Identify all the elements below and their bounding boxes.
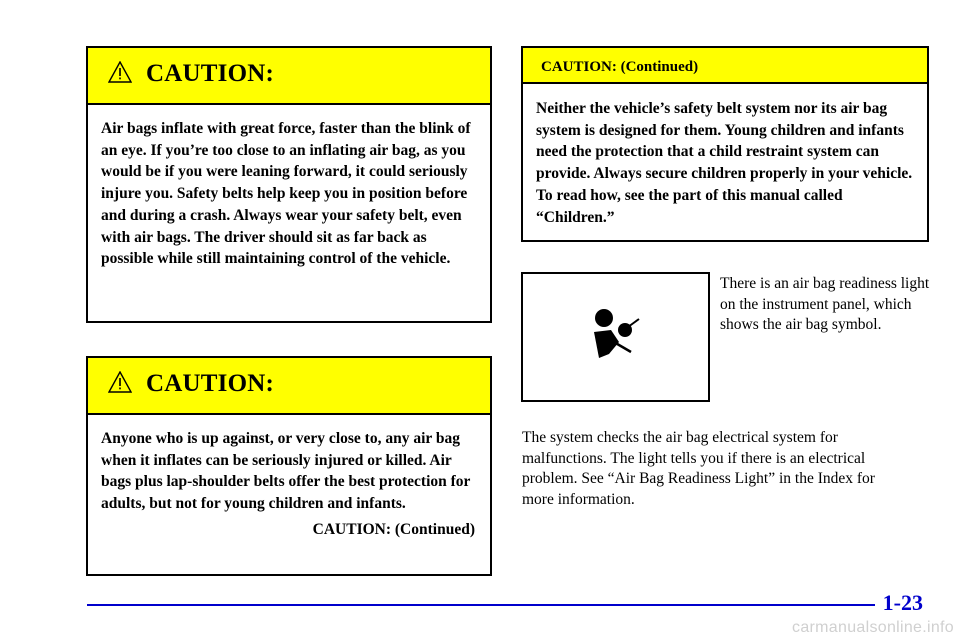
air-bag-symbol-figure xyxy=(521,272,710,402)
air-bag-symbol-icon xyxy=(587,306,647,366)
caution-body-text: Neither the vehicle’s safety belt system nor its air bag system is designed for them. Young children and infants need the protection that a child restraint system can provide. Always secure children properly in your vehicle. To read how, see the part of this manual called “Children.” xyxy=(536,100,913,226)
warning-triangle-icon xyxy=(108,61,132,83)
caution-body-text: Anyone who is up against, or very close to, any air bag when it inflates can be seriously injured or killed. Air bags plus lap-shoulder belts offer the best protection for adults, but not for young children and infants. xyxy=(101,430,471,513)
caution-body-text: Air bags inflate with great force, faster than the blink of an eye. If you’re too close to an inflating air bag, as you would be if you were leaning forward, it could seriously injure you. Safety belts help keep you in position before and during a crash. Always wear your safety belt, even with air bags. The driver should sit as far back as possible while still maintaining control of the vehicle. xyxy=(101,120,471,268)
watermark: carmanualsonline.info xyxy=(792,619,954,636)
caution-box-continued xyxy=(521,46,929,242)
page-number: 1-23 xyxy=(882,590,923,615)
caution-header xyxy=(88,358,490,415)
caution-header xyxy=(523,48,927,84)
warning-triangle-icon xyxy=(108,371,132,393)
caution-continued-label: CAUTION: (Continued) xyxy=(312,520,475,538)
caution-title: CAUTION: (Continued) xyxy=(541,59,699,75)
caution-box-airbag-force xyxy=(86,46,492,323)
system-check-text: The system checks the air bag electrical system for malfunctions. The light tells you if there is an electrical problem. See “Air Bag Readiness Light” in the Index for more information. xyxy=(522,429,875,508)
caution-box-close-to-airbag xyxy=(86,356,492,576)
footer-rule xyxy=(87,604,875,606)
readiness-light-text: There is an air bag readiness light on the instrument panel, which shows the air bag symbol. xyxy=(720,275,930,333)
caution-header xyxy=(88,48,490,105)
caution-title: CAUTION: xyxy=(146,370,274,397)
caution-title: CAUTION: xyxy=(146,60,274,87)
